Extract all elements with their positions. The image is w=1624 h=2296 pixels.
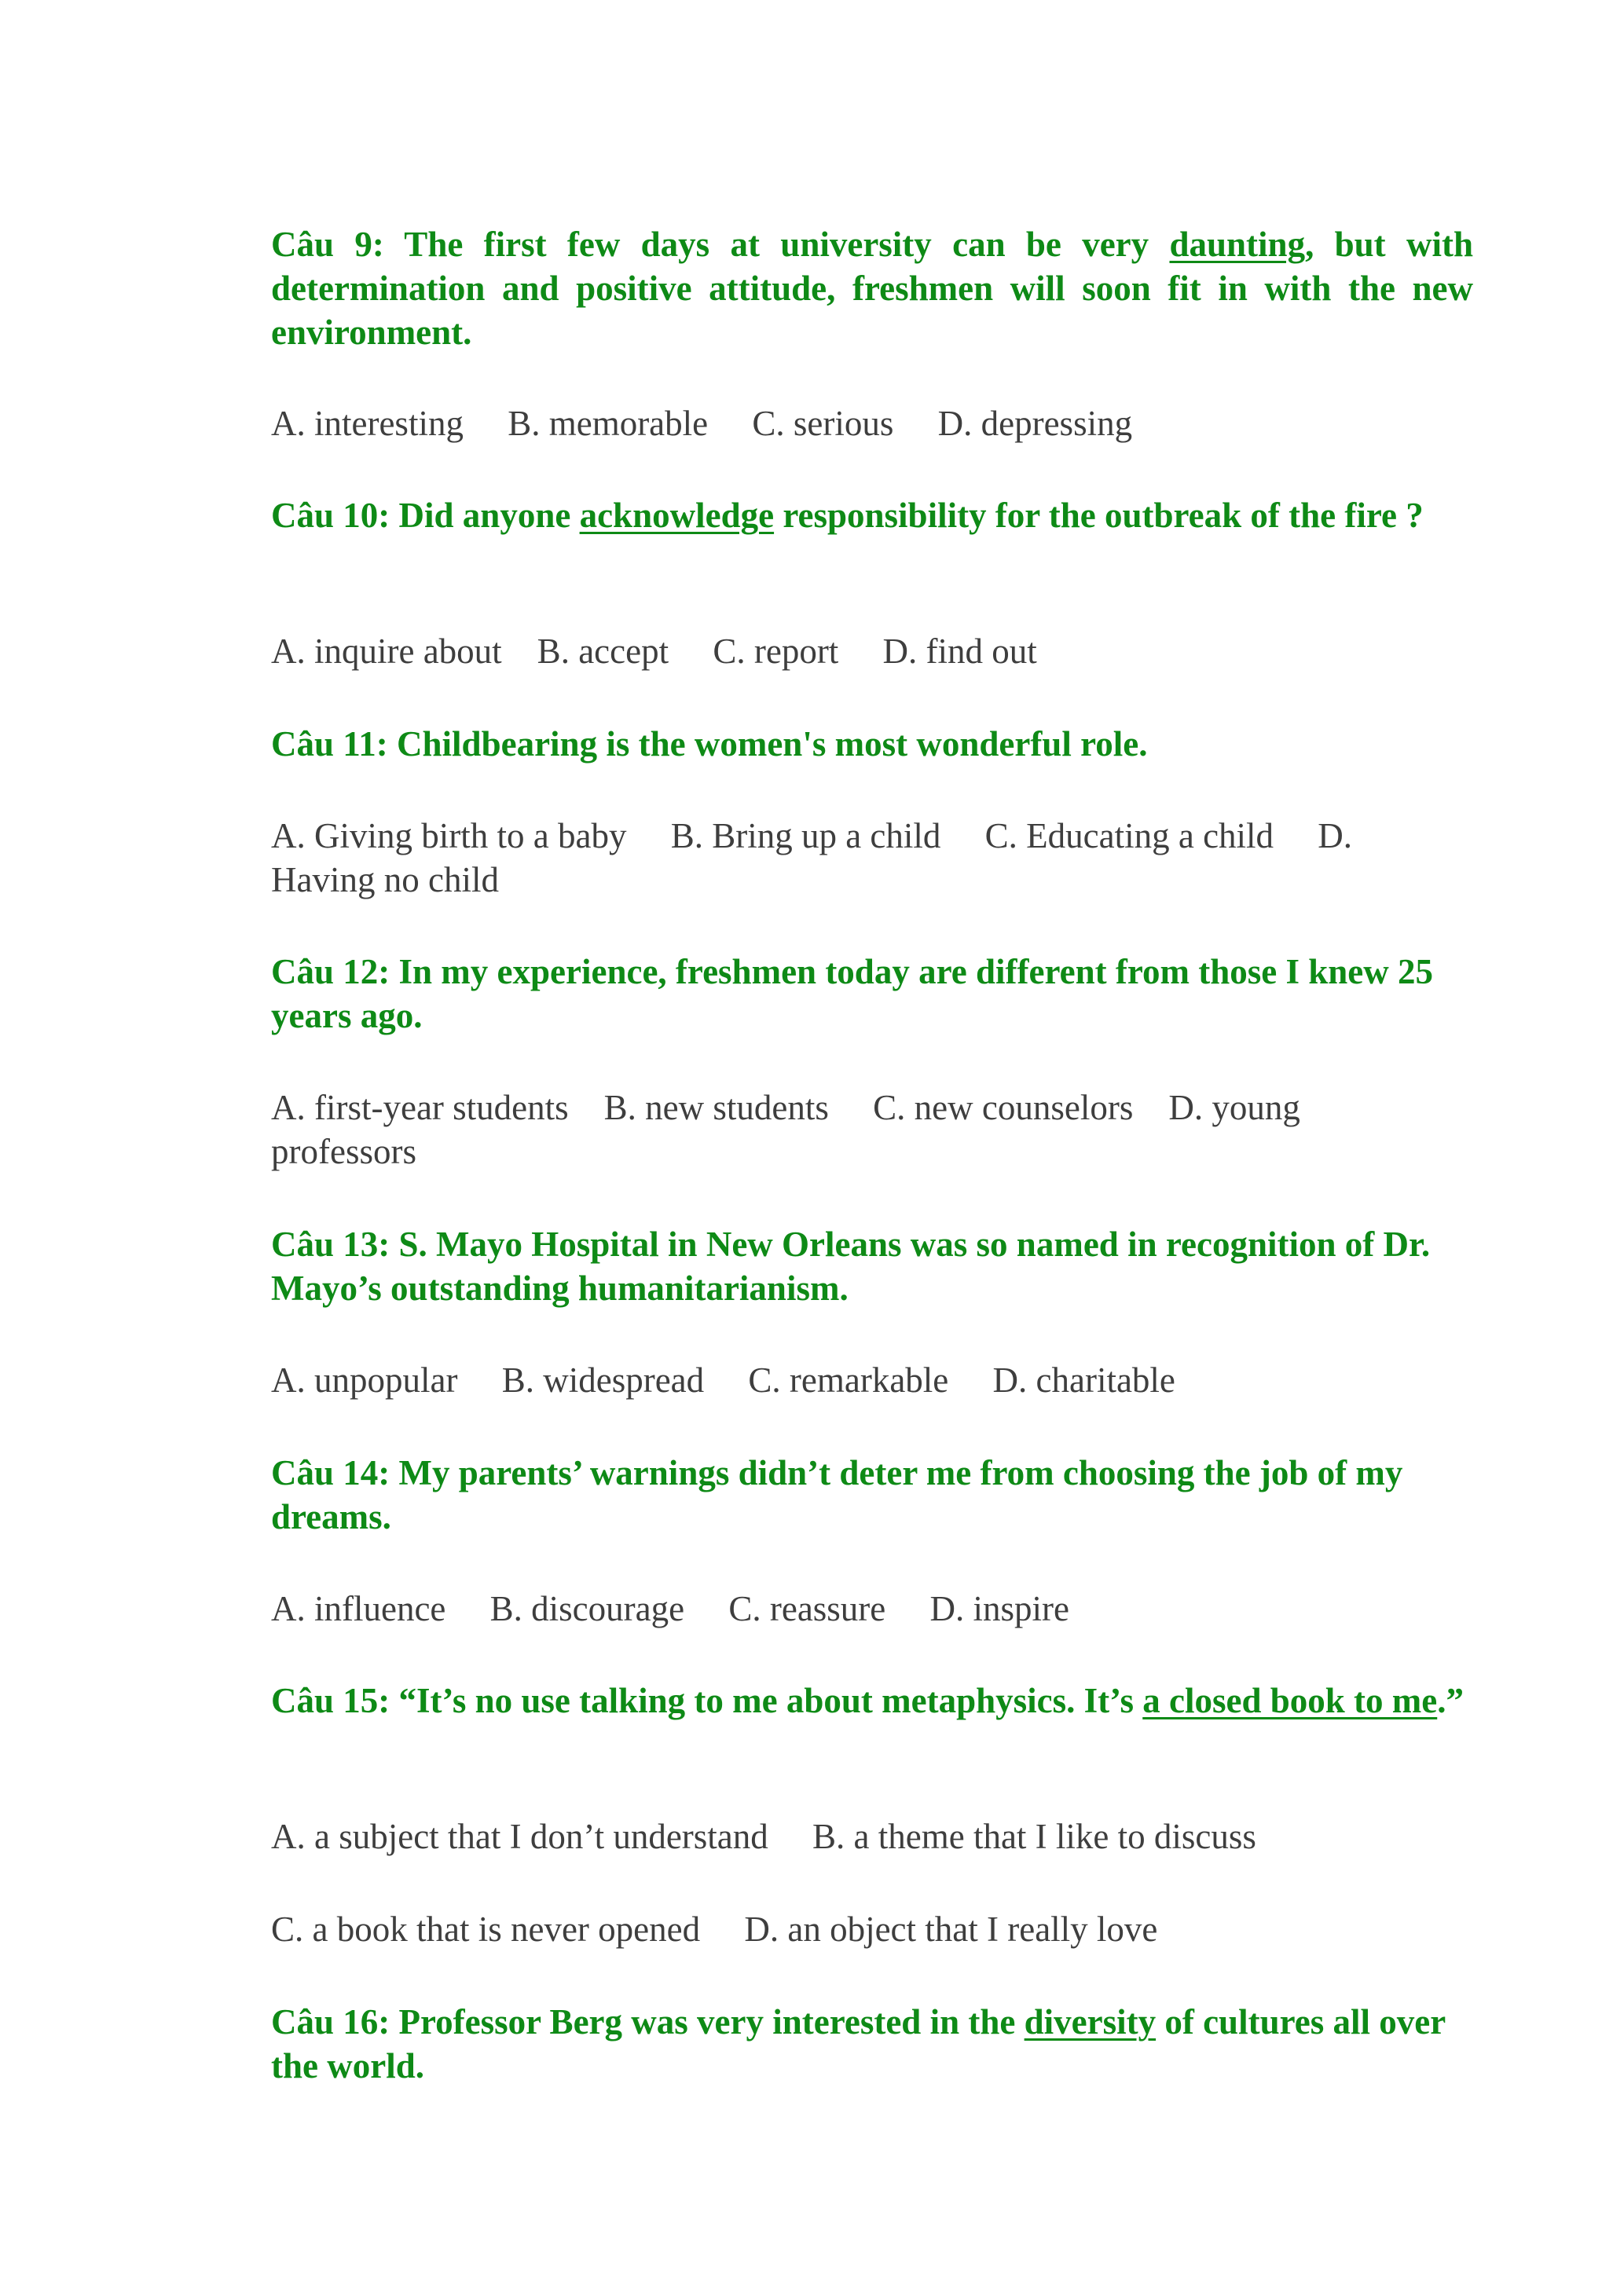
question-text: Câu 10: Did anyone: [271, 496, 580, 535]
question-text: .”: [1437, 1681, 1464, 1720]
question-text: Câu 11: Childbearing is the women's most wonderful role.: [271, 724, 1148, 764]
underlined-word: diversity: [1024, 2002, 1157, 2041]
answers-15-line-1: A. a subject that I don’t understand B. a theme that I like to discuss: [271, 1817, 1256, 1856]
question-text: responsibility for the outbreak of the fire ?: [774, 496, 1424, 535]
question-text: of cultures all over the world.: [271, 2002, 1446, 2085]
question-9: [271, 222, 1473, 354]
answers-14: A. influence B. discourage C. reassure D. inspire: [271, 1589, 1069, 1628]
answers-9: A. interesting B. memorable C. serious D. depressing: [271, 404, 1133, 443]
underlined-word: acknowledge: [579, 496, 775, 535]
answers-15-line-2: C. a book that is never opened D. an object that I really love: [271, 1910, 1158, 1949]
underlined-word: daunting: [1169, 225, 1306, 264]
answers-11: A. Giving birth to a baby B. Bring up a child C. Educating a child D. Having no child: [271, 816, 1362, 899]
answers-10: A. inquire about B. accept C. report D. find out: [271, 632, 1037, 671]
underlined-phrase: a closed book to me: [1142, 1681, 1438, 1720]
question-text: Câu 12: In my experience, freshmen today are different from those I knew 25 years ago.: [271, 952, 1434, 1035]
answers-13: A. unpopular B. widespread C. remarkable D. charitable: [271, 1360, 1175, 1400]
question-16: [271, 2000, 1473, 2088]
question-text: Câu 14: My parents’ warnings didn’t deter me from choosing the job of my dreams.: [271, 1453, 1403, 1536]
question-12: [271, 950, 1473, 1038]
answers-12: A. first-year students B. new students C. new counselors D. young professors: [271, 1088, 1310, 1171]
question-15: [271, 1679, 1473, 1723]
question-text: Câu 15: “It’s no use talking to me about metaphysics. It’s: [271, 1681, 1143, 1720]
question-13: [271, 1222, 1473, 1310]
question-10: [271, 493, 1473, 537]
question-text: Câu 9: The first few days at university can be very: [271, 225, 1170, 264]
question-text: , but with determination and positive attitude, freshmen will soon fit in with the new environment.: [271, 225, 1473, 352]
question-14: [271, 1451, 1473, 1539]
question-text: Câu 16: Professor Berg was very interested in the: [271, 2002, 1025, 2041]
question-11: [271, 722, 1473, 766]
question-text: Câu 13: S. Mayo Hospital in New Orleans was so named in recognition of Dr. Mayo’s outstanding humanitarianism.: [271, 1225, 1431, 1308]
